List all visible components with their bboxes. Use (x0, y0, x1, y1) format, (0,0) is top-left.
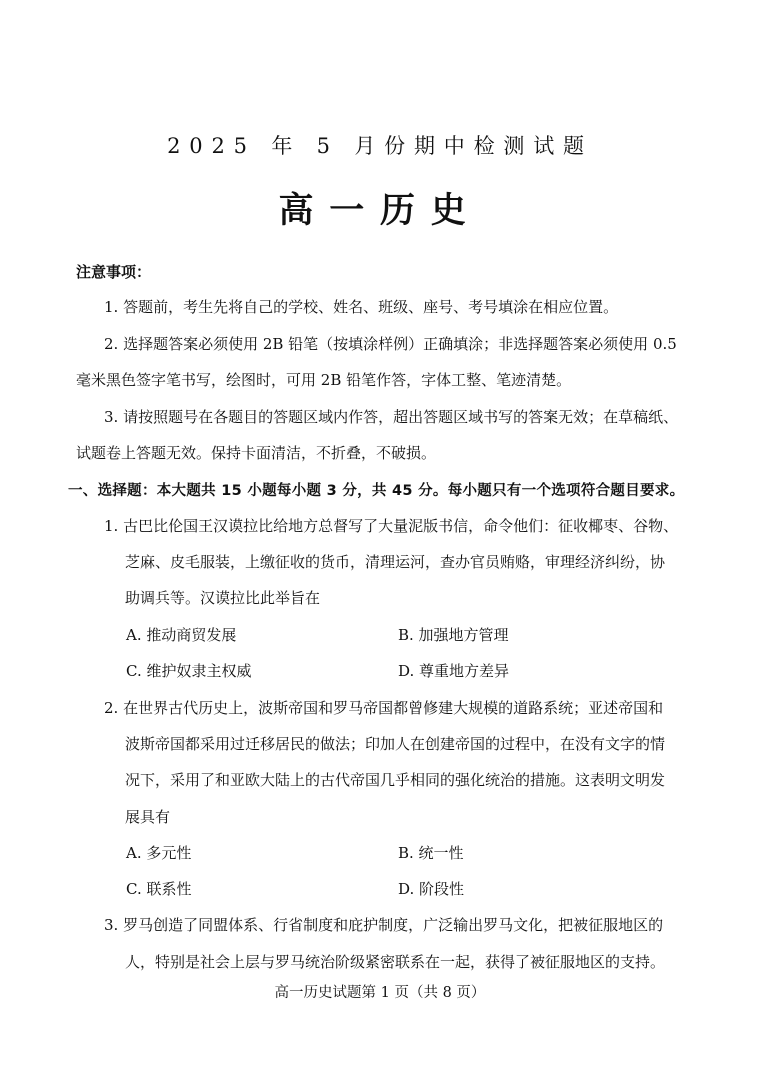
question-2-option-b: B. 统一性 (398, 844, 464, 862)
subject-title: 高一历史 (278, 190, 482, 231)
question-1-line: 芝麻、皮毛服装，上缴征收的货币，清理运河，查办官员贿赂，审理经济纠纷，协 (125, 553, 666, 571)
question-1-option-c: C. 维护奴隶主权威 (126, 662, 252, 680)
question-2-line: 2. 在世界古代历史上，波斯帝国和罗马帝国都曾修建大规模的道路系统；亚述帝国和 (104, 699, 664, 717)
question-1-option-a: A. 推动商贸发展 (126, 626, 237, 644)
page-footer: 高一历史试题第 1 页（共 8 页） (274, 985, 486, 1001)
question-2-line: 波斯帝国都采用过迁移居民的做法；印加人在创建帝国的过程中，在没有文字的情 (125, 735, 666, 753)
question-1-line: 1. 古巴比伦国王汉谟拉比给地方总督写了大量泥版书信，命令他们：征收椰枣、谷物、 (104, 517, 679, 535)
question-1-option-d: D. 尊重地方差异 (398, 662, 510, 680)
question-2-option-d: D. 阶段性 (398, 880, 465, 898)
notice-item-1: 1. 答题前，考生先将自己的学校、姓名、班级、座号、考号填涂在相应位置。 (104, 298, 619, 316)
question-1-option-b: B. 加强地方管理 (398, 626, 509, 644)
question-1-line: 助调兵等。汉谟拉比此举旨在 (125, 589, 321, 607)
question-3-line: 3. 罗马创造了同盟体系、行省制度和庇护制度，广泛输出罗马文化，把被征服地区的 (104, 916, 664, 934)
notice-heading: 注意事项： (76, 263, 152, 281)
question-3-line: 人，特别是社会上层与罗马统治阶级紧密联系在一起，获得了被征服地区的支持。 (125, 953, 666, 971)
section-heading: 一、选择题：本大题共 15 小题每小题 3 分，共 45 分。每小题只有一个选项符合题目要求。 (68, 483, 685, 499)
notice-item-2: 2. 选择题答案必须使用 2B 铅笔（按填涂样例）正确填涂；非选择题答案必须使用 0.5 (104, 335, 677, 353)
question-2-line: 况下，采用了和亚欧大陆上的古代帝国几乎相同的强化统治的措施。这表明文明发 (125, 771, 666, 789)
notice-item-3-cont: 试题卷上答题无效。保持卡面清洁，不折叠，不破损。 (76, 444, 437, 462)
question-2-line: 展具有 (125, 808, 171, 826)
question-2-option-c: C. 联系性 (126, 880, 192, 898)
notice-item-2-cont: 毫米黑色签字笔书写，绘图时，可用 2B 铅笔作答，字体工整、笔迹清楚。 (76, 371, 572, 389)
exam-title: 2025 年 5 月份期中检测试题 (167, 134, 593, 158)
notice-item-3: 3. 请按照题号在各题目的答题区域内作答，超出答题区域书写的答案无效；在草稿纸、 (104, 408, 679, 426)
question-2-option-a: A. 多元性 (126, 844, 192, 862)
